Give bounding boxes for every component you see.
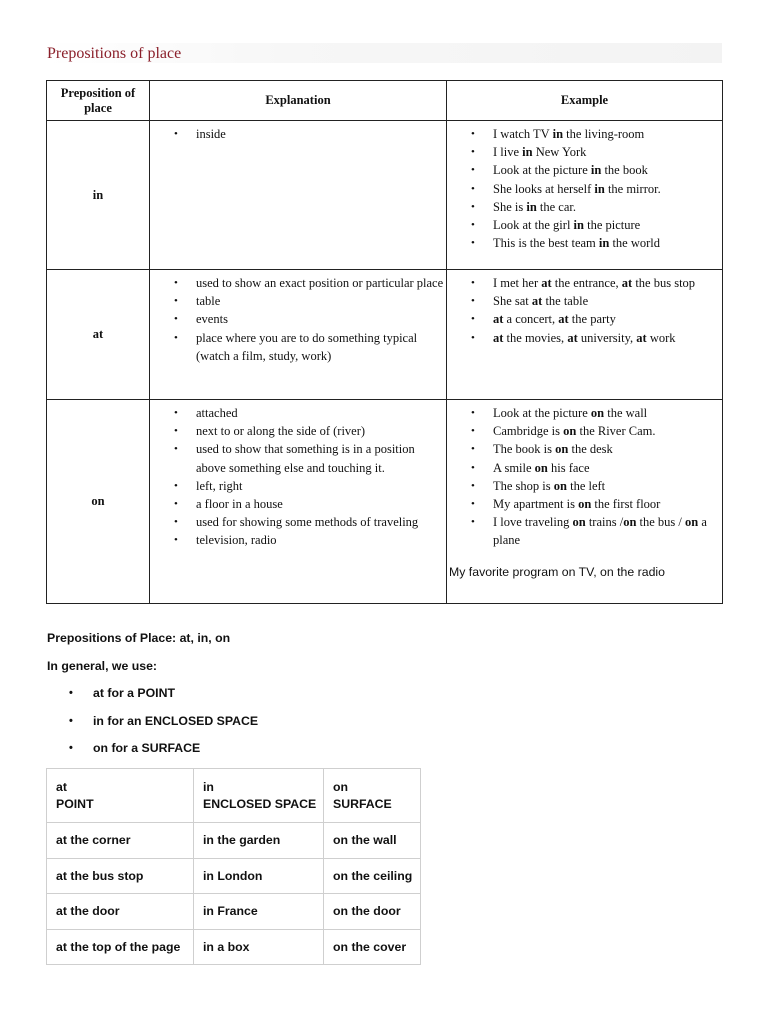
table-row — [47, 400, 723, 604]
explanation-cell — [150, 121, 447, 270]
example-note: My favorite program on TV, on the radio — [449, 564, 665, 579]
summary-cell: in the garden — [194, 823, 324, 859]
summary-header-label: ENCLOSED SPACE — [203, 796, 317, 811]
list-item: • A smile on his face — [447, 459, 720, 477]
list-item: • next to or along the side of (river) — [150, 422, 444, 440]
list-item: • at the movies, at university, at work — [447, 329, 720, 347]
list-item: • I live in New York — [447, 143, 720, 161]
example-list — [447, 270, 722, 347]
summary-cell: at the bus stop — [47, 858, 194, 894]
summary-header-label: POINT — [56, 796, 94, 811]
list-item: • on for a SURFACE — [47, 740, 258, 768]
table-row — [47, 823, 421, 859]
list-item: • attached — [150, 404, 444, 422]
example-cell — [447, 270, 723, 400]
prepositions-table — [46, 80, 723, 604]
summary-cell: on the wall — [324, 823, 421, 859]
page-title: Prepositions of place — [47, 45, 182, 62]
explanation-cell — [150, 400, 447, 604]
example-list — [447, 400, 722, 550]
summary-header-cell — [194, 769, 324, 823]
list-item: • This is the best team in the world — [447, 234, 720, 252]
summary-header-cell — [324, 769, 421, 823]
header-explanation: Explanation — [150, 81, 447, 121]
list-item: • used to show an exact position or particular place — [150, 274, 444, 292]
list-item: • I watch TV in the living-room — [447, 125, 720, 143]
explanation-cell — [150, 270, 447, 400]
summary-cell: on the door — [324, 894, 421, 930]
example-cell — [447, 121, 723, 270]
header-preposition: Preposition of place — [47, 81, 150, 121]
list-item: • left, right — [150, 477, 444, 495]
summary-header-word: at — [56, 779, 67, 794]
list-item: • Look at the picture on the wall — [447, 404, 720, 422]
summary-cell: in France — [194, 894, 324, 930]
list-item: • television, radio — [150, 531, 444, 549]
summary-header-word: in — [203, 779, 214, 794]
list-item: • inside — [150, 125, 444, 143]
summary-cell: at the top of the page — [47, 929, 194, 965]
list-item: • at for a POINT — [47, 685, 258, 713]
summary-cell: on the ceiling — [324, 858, 421, 894]
list-item: • used for showing some methods of traveling — [150, 513, 444, 531]
list-item: • The book is on the desk — [447, 440, 720, 458]
list-item: • a floor in a house — [150, 495, 444, 513]
summary-cell: on the cover — [324, 929, 421, 965]
summary-header-row — [47, 769, 421, 823]
list-item: • Look at the picture in the book — [447, 161, 720, 179]
header-example: Example — [447, 81, 723, 121]
table-header-row — [47, 81, 723, 121]
summary-cell: in a box — [194, 929, 324, 965]
list-item: • My apartment is on the first floor — [447, 495, 720, 513]
table-row — [47, 894, 421, 930]
list-item: • Cambridge is on the River Cam. — [447, 422, 720, 440]
explanation-list — [150, 270, 446, 365]
table-row — [47, 929, 421, 965]
preposition-cell: at — [47, 270, 150, 400]
list-item: • in for an ENCLOSED SPACE — [47, 713, 258, 741]
usage-list — [47, 685, 258, 768]
summary-table — [46, 768, 421, 965]
summary-cell: in London — [194, 858, 324, 894]
example-list — [447, 121, 722, 252]
list-item: • table — [150, 292, 444, 310]
summary-header-word: on — [333, 779, 349, 794]
list-item: • I love traveling on trains /on the bus / on a plane — [447, 513, 720, 549]
summary-header-cell — [47, 769, 194, 823]
preposition-cell: in — [47, 121, 150, 270]
explanation-list — [150, 121, 446, 143]
explanation-list — [150, 400, 446, 550]
table-row — [47, 858, 421, 894]
list-item: • The shop is on the left — [447, 477, 720, 495]
list-item: • She is in the car. — [447, 198, 720, 216]
example-cell — [447, 400, 723, 604]
summary-cell: at the corner — [47, 823, 194, 859]
list-item: • events — [150, 310, 444, 328]
section-heading: Prepositions of Place: at, in, on — [47, 631, 231, 645]
list-item: • She looks at herself in the mirror. — [447, 180, 720, 198]
table-row — [47, 270, 723, 400]
summary-cell: at the door — [47, 894, 194, 930]
summary-header-label: SURFACE — [333, 796, 392, 811]
list-item: • She sat at the table — [447, 292, 720, 310]
list-item: • at a concert, at the party — [447, 310, 720, 328]
list-item: • I met her at the entrance, at the bus stop — [447, 274, 720, 292]
table-row — [47, 121, 723, 270]
section-intro: In general, we use: — [47, 659, 158, 673]
list-item: • place where you are to do something typical (watch a film, study, work) — [150, 329, 444, 365]
list-item: • Look at the girl in the picture — [447, 216, 720, 234]
preposition-cell: on — [47, 400, 150, 604]
list-item: • used to show that something is in a position above something else and touching it. — [150, 440, 444, 476]
